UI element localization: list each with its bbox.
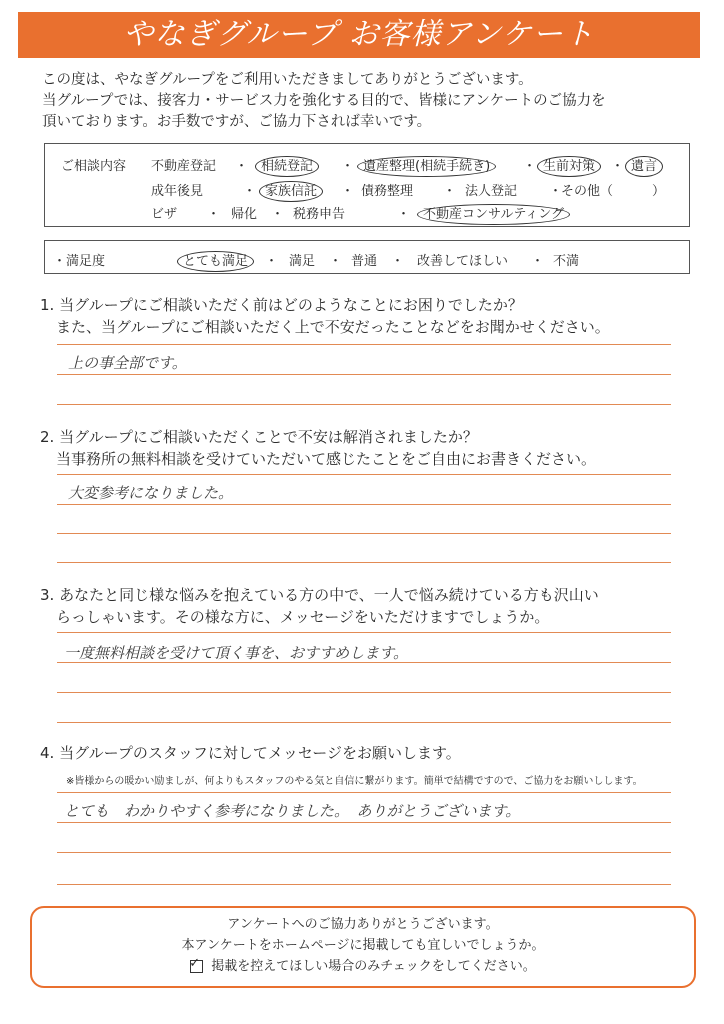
answer-line bbox=[57, 404, 671, 405]
question-text: らっしゃいます。その様な方に、メッセージをいただけますでしょうか。 bbox=[56, 608, 550, 626]
option-estate-planning[interactable]: 生前対策 bbox=[537, 156, 601, 177]
question-text: 1. 当グループにご相談いただく前はどのようなことにお困りでしたか？ bbox=[40, 296, 523, 314]
footer-thanks: アンケートへのご協力ありがとうございます。 bbox=[227, 917, 499, 932]
answer-line bbox=[57, 344, 671, 345]
question-text: 3. あなたと同じ様な悩みを抱えている方の中で、一人で悩み続けている方も沢山い bbox=[40, 586, 599, 604]
check-mark-icon: ✓ bbox=[189, 956, 201, 971]
option-naturalization[interactable]: 帰化 bbox=[231, 207, 258, 222]
footer-box bbox=[30, 906, 696, 988]
satisfaction-box: ・満足度 とても満足 ・ 満足 ・ 普通 ・ 改善してほしい ・ 不満 bbox=[44, 240, 690, 274]
answer-4: とても わかりやすく参考になりました。 ありがとうございます。 bbox=[64, 802, 521, 820]
intro-line: 当グループでは、接客力・サービス力を強化する目的で、皆様にアンケートのご協力を bbox=[42, 93, 606, 109]
answer-line bbox=[57, 632, 671, 633]
option-needs-improvement[interactable]: 改善してほしい bbox=[417, 254, 509, 269]
intro-text bbox=[42, 70, 702, 133]
consultation-label: ご相談内容 bbox=[61, 159, 127, 174]
answer-line bbox=[57, 374, 671, 375]
option-satisfied[interactable]: 満足 bbox=[289, 254, 316, 269]
answer-line bbox=[57, 533, 671, 534]
answer-line bbox=[57, 562, 671, 563]
option-will[interactable]: 遺言 bbox=[625, 156, 663, 177]
question-3 bbox=[40, 584, 700, 628]
footer-question: 本アンケートをホームページに掲載しても宜しいでしょうか。 bbox=[181, 938, 545, 953]
option-dissatisfied[interactable]: 不満 bbox=[553, 254, 580, 269]
option-real-estate-registration[interactable]: 不動産登記 bbox=[151, 159, 217, 174]
option-family-trust[interactable]: 家族信託 bbox=[259, 181, 323, 202]
answer-line bbox=[57, 722, 671, 723]
footer-check-label: 掲載を控えてほしい場合のみチェックをしてください。 bbox=[211, 959, 536, 974]
intro-line: 頂いております。お手数ですが、ご協力下されば幸いです。 bbox=[42, 114, 432, 130]
survey-title-banner: やなぎグループ お客様アンケート bbox=[18, 12, 700, 58]
answer-line bbox=[57, 662, 671, 663]
answer-3: 一度無料相談を受けて頂く事を、おすすめします。 bbox=[64, 644, 408, 662]
question-text: 4. 当グループのスタッフに対してメッセージをお願いします。 bbox=[40, 744, 461, 762]
question-text: また、当グループにご相談いただく上で不安だったことなどをお聞かせください。 bbox=[56, 318, 610, 336]
answer-line bbox=[57, 692, 671, 693]
question-4 bbox=[40, 742, 700, 764]
question-2 bbox=[40, 426, 700, 470]
intro-line: この度は、やなぎグループをご利用いただきましてありがとうございます。 bbox=[42, 72, 533, 88]
option-visa[interactable]: ビザ bbox=[151, 207, 178, 222]
answer-line bbox=[57, 852, 671, 853]
option-very-satisfied[interactable]: とても満足 bbox=[177, 251, 254, 272]
option-debt-consolidation[interactable]: 債務整理 bbox=[361, 184, 414, 199]
option-estate-settlement[interactable]: 遺産整理(相続手続き) bbox=[357, 156, 496, 177]
answer-line bbox=[57, 504, 671, 505]
footer-check-row bbox=[32, 956, 694, 977]
option-real-estate-consulting[interactable]: 不動産コンサルティング bbox=[417, 204, 570, 225]
answer-2: 大変参考になりました。 bbox=[68, 484, 234, 502]
answer-line bbox=[57, 474, 671, 475]
option-corporate-registration[interactable]: 法人登記 bbox=[465, 184, 518, 199]
question-text: 2. 当グループにご相談いただくことで不安は解消されましたか？ bbox=[40, 428, 478, 446]
question-text: 当事務所の無料相談を受けていただいて感じたことをご自由にお書きください。 bbox=[56, 450, 597, 468]
satisfaction-label: ・満足度 bbox=[53, 254, 106, 269]
option-other[interactable]: その他（ ） bbox=[561, 184, 666, 199]
option-inheritance-registration[interactable]: 相続登記 bbox=[255, 156, 319, 177]
option-adult-guardianship[interactable]: 成年後見 bbox=[151, 184, 204, 199]
option-tax-filing[interactable]: 税務申告 bbox=[293, 207, 346, 222]
answer-line bbox=[57, 822, 671, 823]
consultation-type-box: ご相談内容 不動産登記 ・ 相続登記 ・ 遺産整理(相続手続き) ・ 生前対策 ・ 遺言 成年後見 ・ 家族信託 ・ 債務整理 ・ 法人登記 ・ その他（ ） ビザ ・ 帰化 ・ 税務申告 ・ 不動産コンサルティング bbox=[44, 143, 690, 227]
answer-1: 上の事全部です。 bbox=[68, 354, 187, 372]
question-note: ※皆様からの暖かい励ましが、何よりもスタッフのやる気と自信に繋がります。簡単で結構ですので、ご協力をお願いしします。 bbox=[66, 776, 643, 787]
option-neutral[interactable]: 普通 bbox=[351, 254, 378, 269]
publish-opt-out-checkbox[interactable] bbox=[189, 956, 203, 973]
answer-line bbox=[57, 792, 671, 793]
answer-line bbox=[57, 884, 671, 885]
question-1 bbox=[40, 294, 700, 338]
